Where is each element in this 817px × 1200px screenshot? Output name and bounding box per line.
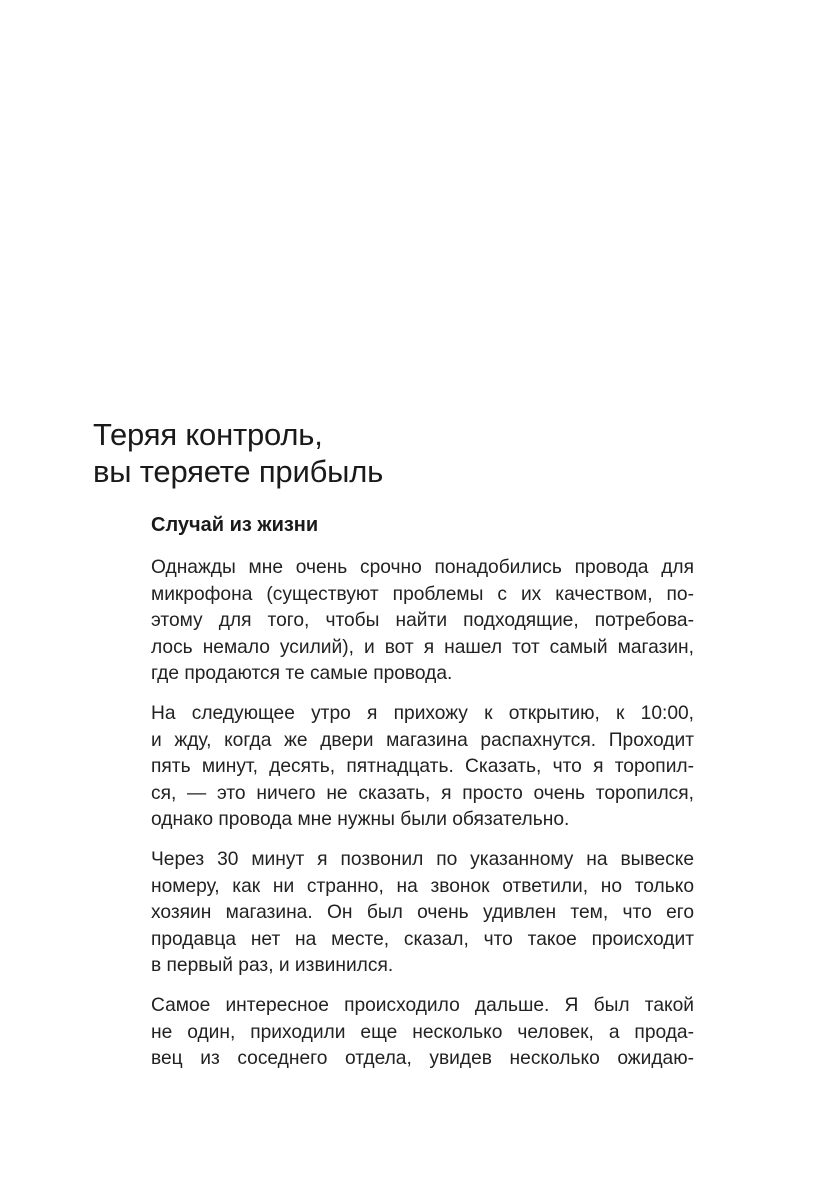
text-line: Однажды мне очень срочно понадобились провода для — [151, 557, 694, 578]
paragraph-1 — [151, 555, 694, 688]
text-line: ся, — это ничего не сказать, я просто очень торопился, — [151, 782, 694, 804]
chapter-title-line-2: вы теряете прибыль — [93, 454, 384, 489]
text-line: лось немало усилий), и вот я нашел тот самый магазин, — [151, 636, 694, 658]
text-line: микрофона (существуют проблемы с их качеством, по- — [151, 583, 694, 605]
text-line: вец из соседнего отдела, увидев несколько ожидаю- — [151, 1048, 694, 1070]
case-study-block — [151, 512, 694, 1086]
text-line: Через 30 минут я позвонил по указанному на вывеске — [151, 848, 694, 870]
case-study-heading: Случай из жизни — [151, 514, 319, 536]
chapter-title-line-1: Теряя контроль, — [93, 417, 323, 452]
paragraph-2 — [151, 701, 694, 834]
chapter-title — [93, 416, 383, 490]
paragraph-4 — [151, 993, 694, 1073]
text-line: однако провода мне нужны были обязательно. — [151, 809, 570, 831]
text-line: продавца нет на месте, сказал, что такое происходит — [151, 928, 694, 950]
text-line: этому для того, чтобы найти подходящие, потребова- — [151, 610, 694, 632]
text-line: Самое интересное происходило дальше. Я был такой — [151, 994, 694, 1016]
text-line: На следующее утро я прихожу к открытию, к 10:00, — [151, 702, 694, 724]
text-line: в первый раз, и извинился. — [151, 955, 394, 977]
text-line: где продаются те самые провода. — [151, 663, 453, 685]
text-line: хозяин магазина. Он был очень удивлен тем, что его — [151, 902, 694, 924]
text-line: не один, приходили еще несколько человек, а прода- — [151, 1021, 694, 1043]
text-line: пять минут, десять, пятнадцать. Сказать, что я торопил- — [151, 756, 694, 778]
text-line: и жду, когда же двери магазина распахнутся. Проходит — [151, 729, 694, 751]
text-line: номеру, как ни странно, на звонок ответили, но только — [151, 875, 694, 897]
paragraph-3 — [151, 847, 694, 980]
